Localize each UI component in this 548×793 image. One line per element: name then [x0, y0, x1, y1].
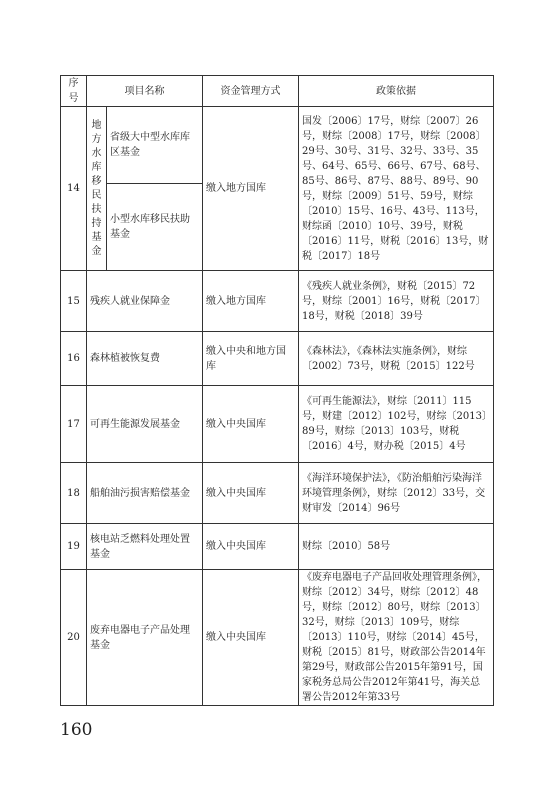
table-row — [61, 332, 494, 386]
row-subitem-name: 省级大中型水库库区基金 — [107, 107, 203, 184]
row-subitem-name: 小型水库移民扶助基金 — [107, 184, 203, 271]
row-number: 17 — [61, 386, 87, 463]
header-seq: 序号 — [61, 76, 87, 107]
table-row — [61, 386, 494, 463]
page-number: 160 — [60, 720, 93, 740]
row-item-name: 船舶油污损害赔偿基金 — [87, 463, 203, 524]
row-fund-method: 缴入中央国库 — [203, 463, 299, 524]
row-policy-basis: 《可再生能源法》，财综〔2011〕115号，财建〔2012〕102号，财综〔2013〕89号，财综〔2013〕103号，财税〔2016〕4号，财办税〔2015〕4号 — [299, 386, 494, 463]
row-fund-method: 缴入中央国库 — [203, 524, 299, 570]
row-policy-basis: 《废弃电器电子产品回收处理管理条例》，财综〔2012〕34号，财综〔2012〕48号，财综〔2012〕80号，财综〔2013〕32号，财综〔2013〕109号，财综〔2013〕110号，财综〔2014〕45号，财税〔2015〕81号，财政部公告2014年第29号，财政部公告2015年第91号，国家税务总局公告2012年第41号，海关总署公告2012年第33号 — [299, 570, 494, 706]
row-fund-method: 缴入中央和地方国库 — [203, 332, 299, 386]
row-policy-basis: 财综〔2010〕58号 — [299, 524, 494, 570]
row-number: 16 — [61, 332, 87, 386]
row-fund-method: 缴入地方国库 — [203, 271, 299, 332]
table-row — [61, 107, 494, 184]
row-policy-basis: 《森林法》，《森林法实施条例》，财综〔2002〕73号，财税〔2015〕122号 — [299, 332, 494, 386]
row-item-name: 废弃电器电子产品处理基金 — [87, 570, 203, 706]
row-policy-basis: 《海洋环境保护法》，《防治船舶污染海洋环境管理条例》，财综〔2012〕33号，交财审发〔2014〕96号 — [299, 463, 494, 524]
header-policy-basis: 政策依据 — [299, 76, 494, 107]
header-item-name: 项目名称 — [87, 76, 203, 107]
row-number: 20 — [61, 570, 87, 706]
table-row — [61, 524, 494, 570]
row-fund-method: 缴入中央国库 — [203, 386, 299, 463]
row-policy-basis: 《残疾人就业条例》，财税〔2015〕72号，财综〔2001〕16号，财税〔2017〕18号，财税〔2018〕39号 — [299, 271, 494, 332]
row-group-name: 地方水库移民扶持基金 — [87, 107, 107, 271]
row-item-name: 残疾人就业保障金 — [87, 271, 203, 332]
row-fund-method: 缴入地方国库 — [203, 107, 299, 271]
row-number: 19 — [61, 524, 87, 570]
row-policy-basis: 国发〔2006〕17号，财综〔2007〕26号，财综〔2008〕17号，财综〔2008〕29号、30号、31号、32号、33号、35号、64号、65号、66号、67号、68号、85号、86号、87号、88号、89号、90号，财综〔2009〕51号、59号，财综〔2010〕15号、16号、43号、113号，财综函〔2010〕10号、39号，财税〔2016〕11号，财税〔2016〕13号，财税〔2017〕18号 — [299, 107, 494, 271]
row-number: 18 — [61, 463, 87, 524]
table-row — [61, 463, 494, 524]
row-item-name: 森林植被恢复费 — [87, 332, 203, 386]
table-row — [61, 570, 494, 706]
header-fund-method: 资金管理方式 — [203, 76, 299, 107]
row-item-name: 可再生能源发展基金 — [87, 386, 203, 463]
row-item-name: 核电站乏燃料处理处置基金 — [87, 524, 203, 570]
table-row — [61, 271, 494, 332]
row-number: 15 — [61, 271, 87, 332]
table-header-row — [61, 76, 494, 107]
policy-table — [60, 75, 494, 706]
row-fund-method: 缴入中央国库 — [203, 570, 299, 706]
row-number: 14 — [61, 107, 87, 271]
